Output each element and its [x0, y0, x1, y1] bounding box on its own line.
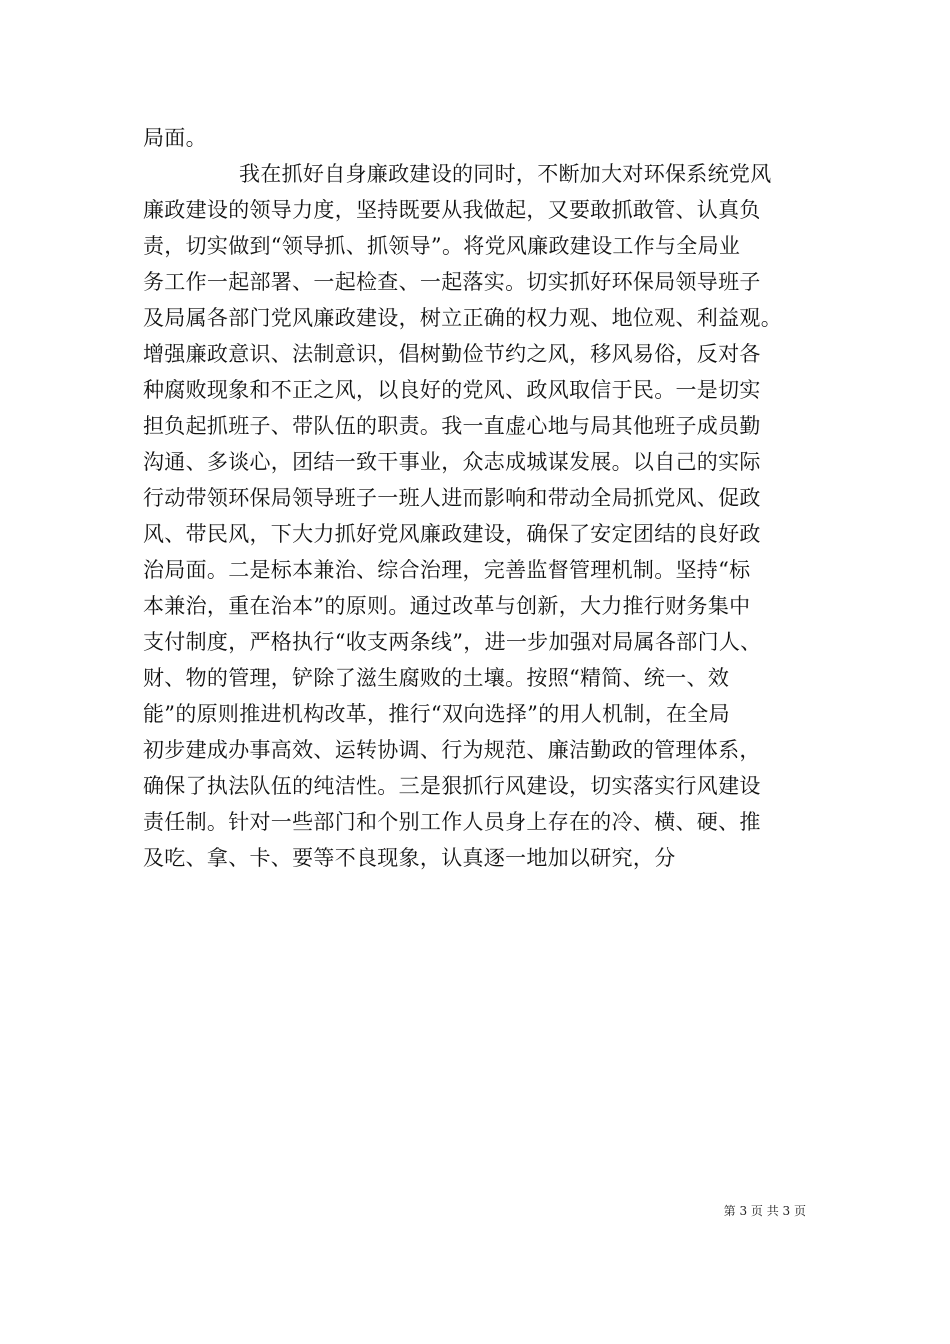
- page-number-footer: 第 3 页 共 3 页: [723, 1204, 806, 1218]
- text-line: 担负起抓班子、带队伍的职责。我一直虚心地与局其他班子成员勤: [143, 414, 761, 438]
- text-line: 治局面。二是标本兼治、综合治理，完善监督管理机制。坚持“标: [143, 558, 751, 582]
- text-line: 及局属各部门党风廉政建设，树立正确的权力观、地位观、利益观。: [143, 306, 782, 330]
- text-line: 责任制。针对一些部门和个别工作人员身上存在的冷、横、硬、推: [143, 810, 761, 834]
- text-line: 种腐败现象和不正之风，以良好的党风、政风取信于民。一是切实: [143, 378, 761, 402]
- text-line: 增强廉政意识、法制意识，倡树勤俭节约之风，移风易俗，反对各: [143, 342, 761, 366]
- text-line: 能”的原则推进机构改革，推行“双向选择”的用人机制，在全局: [143, 702, 730, 726]
- text-line: 本兼治，重在治本”的原则。通过改革与创新，大力推行财务集中: [143, 594, 751, 618]
- paragraph-start-line: 我在抓好自身廉政建设的同时，不断加大对环保系统党风: [239, 162, 772, 186]
- text-line: 及吃、拿、卡、要等不良现象，认真逐一地加以研究，分: [143, 846, 676, 870]
- text-line: 局面。: [143, 126, 207, 150]
- text-line: 行动带领环保局领导班子一班人进而影响和带动全局抓党风、促政: [143, 486, 761, 510]
- text-line: 财、物的管理，铲除了滋生腐败的土壤。按照“精简、统一、效: [143, 666, 730, 690]
- text-line: 务工作一起部署、一起检查、一起落实。切实抓好环保局领导班子: [143, 270, 761, 294]
- text-line: 初步建成办事高效、运转协调、行为规范、廉洁勤政的管理体系，: [143, 738, 761, 762]
- text-line: 确保了执法队伍的纯洁性。三是狠抓行风建设，切实落实行风建设: [143, 774, 761, 798]
- text-line: 支付制度，严格执行“收支两条线”，进一步加强对局属各部门人、: [143, 630, 762, 654]
- text-line: 廉政建设的领导力度，坚持既要从我做起，又要敢抓敢管、认真负: [143, 198, 761, 222]
- text-line: 沟通、多谈心，团结一致干事业，众志成城谋发展。以自己的实际: [143, 450, 761, 474]
- text-line: 责，切实做到“领导抓、抓领导”。将党风廉政建设工作与全局业: [143, 234, 741, 258]
- text-line: 风、带民风，下大力抓好党风廉政建设，确保了安定团结的良好政: [143, 522, 761, 546]
- body-text: [143, 120, 823, 876]
